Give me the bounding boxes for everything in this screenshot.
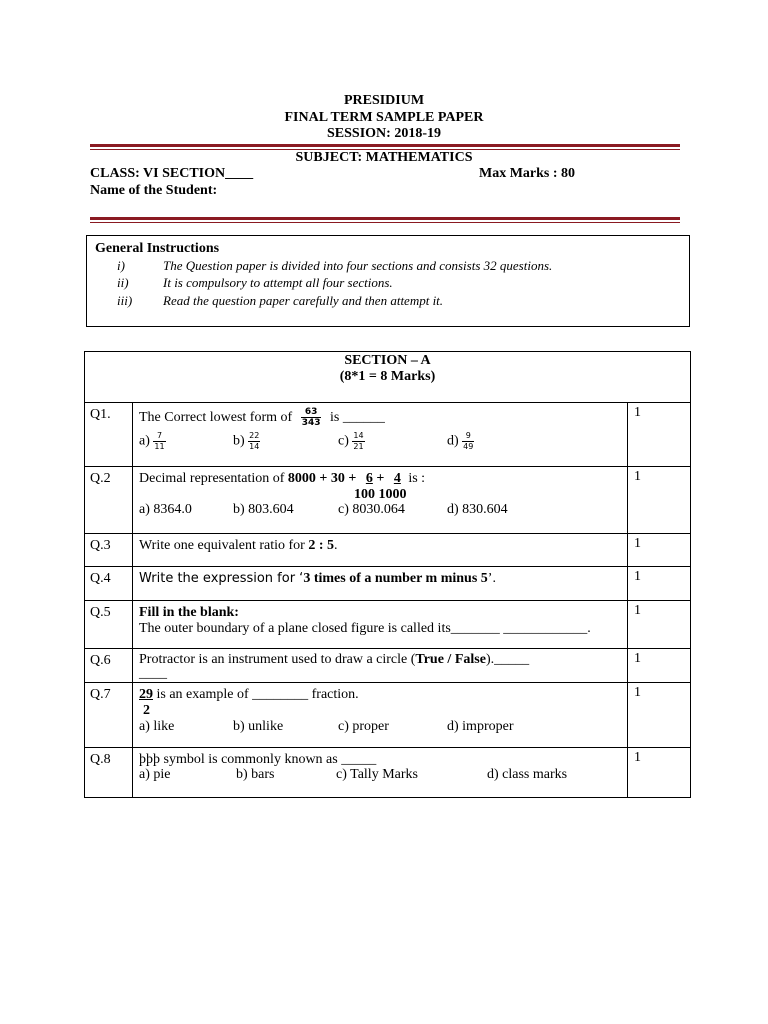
question-mark: 1	[628, 534, 691, 567]
question-mark: 1	[628, 748, 691, 798]
section-header-row	[85, 352, 691, 403]
question-body	[133, 403, 628, 467]
school-name: PRESIDIUM	[343, 93, 425, 108]
fraction	[301, 407, 322, 428]
instruction-num-2: ii)	[117, 275, 129, 290]
question-text-tail: )._____	[485, 652, 530, 667]
questions-table	[84, 351, 691, 798]
question-text: Write one equivalent ratio for	[139, 538, 305, 553]
option-c: c) proper	[338, 719, 389, 734]
subject-label: SUBJECT: MATHEMATICS	[295, 150, 473, 165]
true-false: True / False	[415, 652, 486, 667]
option-denominator: 21	[353, 442, 364, 451]
question-text: Protractor is an instrument used to draw a circle (	[139, 652, 416, 667]
question-body	[133, 467, 628, 534]
question-body	[133, 748, 628, 798]
option-denominator: 11	[154, 442, 165, 451]
section-marks: (8*1 = 8 Marks)	[339, 369, 436, 384]
question-mark: 1	[628, 403, 691, 467]
option-a	[139, 431, 166, 452]
question-text-tail: is :	[408, 471, 426, 486]
option-label: d)	[447, 433, 459, 449]
fraction-denominators: 100 1000	[354, 487, 407, 502]
option-numerator: 9	[462, 431, 474, 442]
option-denominator: 14	[249, 442, 260, 451]
question-heading: Fill in the blank:	[139, 605, 239, 620]
instructions-title: General Instructions	[95, 241, 220, 256]
fraction-denominator: 2	[143, 703, 150, 718]
question-number: Q.7	[85, 683, 133, 748]
question-body	[133, 601, 628, 649]
question-mark: 1	[628, 601, 691, 649]
question-text-tail: .	[333, 538, 338, 553]
paper-title: FINAL TERM SAMPLE PAPER	[284, 110, 484, 125]
question-text: is an example of ________ fraction.	[156, 687, 359, 702]
section-title: SECTION – A	[344, 353, 431, 368]
expression: 3 times of a number m minus 5	[303, 571, 488, 586]
question-row-3	[85, 534, 691, 567]
question-body	[133, 534, 628, 567]
question-text: Decimal representation of	[139, 471, 285, 486]
question-row-4	[85, 567, 691, 601]
question-body	[133, 567, 628, 601]
question-body	[133, 683, 628, 748]
option-numerator: 22	[249, 431, 260, 440]
option-b: b) bars	[236, 767, 275, 782]
question-row-6	[85, 649, 691, 683]
question-number: Q.6	[85, 649, 133, 683]
class-section: CLASS: VI SECTION____	[90, 166, 254, 181]
instruction-num-3: iii)	[117, 293, 133, 308]
option-d: d) improper	[447, 719, 514, 734]
option-numerator: 7	[153, 431, 165, 442]
option-b: b) 803.604	[233, 502, 294, 517]
question-text-tail: ’.	[487, 571, 496, 586]
fraction-numerator: 63	[301, 407, 322, 418]
option-a: a) 8364.0	[139, 502, 192, 517]
instruction-num-1: i)	[117, 258, 125, 273]
question-body	[133, 649, 628, 683]
option-c	[338, 431, 365, 452]
question-row-5	[85, 601, 691, 649]
question-row-2	[85, 467, 691, 534]
question-row-1	[85, 403, 691, 467]
fraction-2-numerator: 4	[393, 471, 401, 486]
answer-blank: ____	[139, 666, 167, 681]
option-b: b) unlike	[233, 719, 284, 734]
student-name-label: Name of the Student:	[90, 183, 218, 198]
fraction-numerator: 29	[139, 687, 153, 702]
session-label: SESSION: 2018-19	[327, 126, 441, 141]
option-c: c) Tally Marks	[336, 767, 418, 782]
question-text: The outer boundary of a plane closed figure is called its_______ ____________.	[139, 621, 591, 636]
option-label: a)	[139, 433, 150, 449]
expression: 8000 + 30 +	[287, 471, 357, 486]
header-divider-bottom	[90, 217, 680, 223]
question-row-8	[85, 748, 691, 798]
option-label: c)	[338, 433, 349, 449]
max-marks: Max Marks : 80	[479, 166, 576, 181]
question-text: The Correct lowest form of	[139, 410, 293, 425]
option-d: d) class marks	[487, 767, 568, 782]
question-text: þþþ symbol is commonly known as _____	[139, 752, 377, 767]
question-text: Write the expression for ‘	[139, 571, 304, 586]
option-d: d) 830.604	[447, 502, 508, 517]
option-b	[233, 431, 260, 452]
instructions-box	[86, 235, 690, 327]
instruction-text-2: It is compulsory to attempt all four sections.	[163, 275, 393, 290]
instruction-text-1: The Question paper is divided into four sections and consists 32 questions.	[163, 258, 553, 273]
option-a: a) pie	[139, 767, 171, 782]
plus-sign: +	[376, 471, 385, 486]
question-number: Q1.	[85, 403, 133, 467]
question-number: Q.8	[85, 748, 133, 798]
question-mark: 1	[628, 567, 691, 601]
question-mark: 1	[628, 683, 691, 748]
option-c: c) 8030.064	[338, 502, 405, 517]
question-number: Q.2	[85, 467, 133, 534]
question-text-tail: is ______	[329, 410, 385, 425]
fraction-denominator: 343	[301, 418, 321, 429]
option-a: a) like	[139, 719, 175, 734]
question-mark: 1	[628, 467, 691, 534]
option-label: b)	[233, 433, 245, 449]
ratio: 2 : 5	[308, 538, 334, 553]
question-number: Q.4	[85, 567, 133, 601]
question-mark: 1	[628, 649, 691, 683]
option-d	[447, 431, 474, 452]
fraction-1-numerator: 6	[365, 471, 373, 486]
instruction-text-3: Read the question paper carefully and then attempt it.	[163, 293, 444, 308]
question-row-7	[85, 683, 691, 748]
option-numerator: 14	[353, 431, 364, 440]
question-number: Q.5	[85, 601, 133, 649]
option-denominator: 49	[463, 442, 474, 451]
question-number: Q.3	[85, 534, 133, 567]
